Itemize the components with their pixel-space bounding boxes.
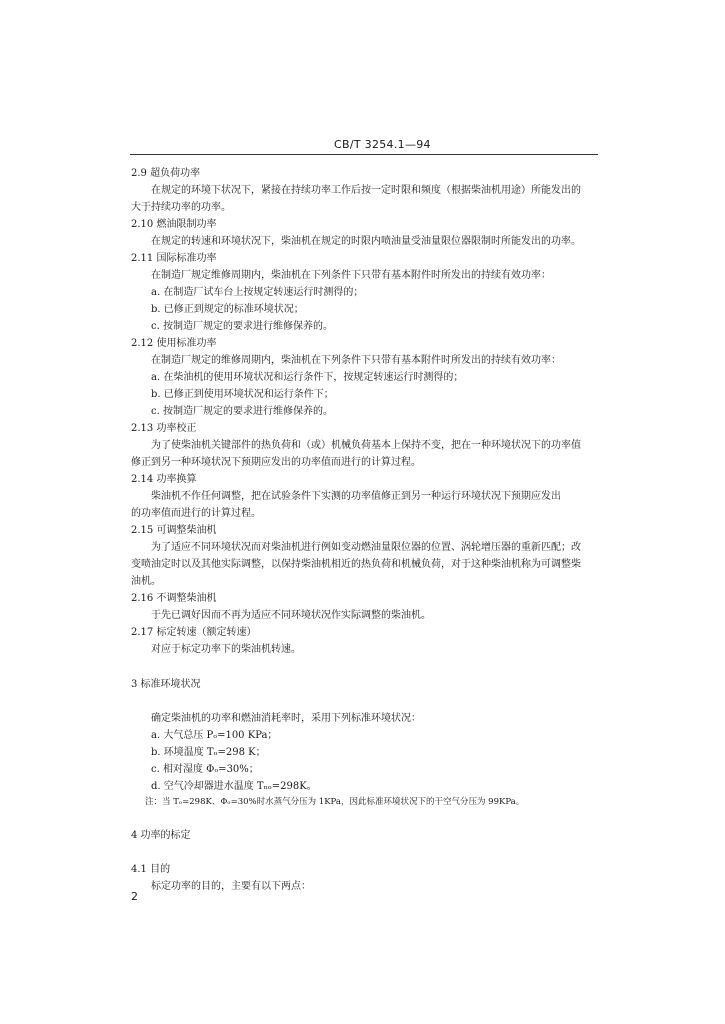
text-line-s2-9-p1: 在规定的环境下状况下，紧接在持续功率工作后按一定时限和频度（根据柴油机用途）所能发出的 <box>151 185 581 196</box>
text-line-s2-14-p1: 柴油机不作任何调整，把在试验条件下实测的功率值修正到另一种运行环境状况下预期应发出 <box>151 491 561 502</box>
text-line-s3-p1: 确定柴油机的功率和燃油消耗率时，采用下列标准环境状况： <box>151 713 421 724</box>
text-line-s2-15-p3: 油机。 <box>131 576 161 587</box>
text-line-s2-13-p2: 修正到另一种环境状况下预期应发出的功率值而进行的计算过程。 <box>131 457 421 468</box>
text-line-s4-title: 4 功率的标定 <box>131 830 191 841</box>
text-line-s3-note: 注：当 Tₒ=298K、Φₒ=30%时水蒸气分压为 1KPa，因此标准环境状况下的干空气分压为 99KPa。 <box>145 797 525 807</box>
text-line-s2-17-title: 2.17 标定转速（额定转速） <box>131 627 257 638</box>
text-line-s2-14-title: 2.14 功率换算 <box>131 474 197 485</box>
text-line-s3-title: 3 标准环境状况 <box>131 679 201 690</box>
text-line-s2-12-c: c. 按制造厂规定的要求进行维修保养的。 <box>151 406 333 417</box>
text-line-s2-11-b: b. 已修正到规定的标准环境状况； <box>151 304 304 315</box>
text-line-s2-16-title: 2.16 不调整柴油机 <box>131 593 217 604</box>
text-line-s2-9-p2: 大于持续功率的功率。 <box>131 202 231 213</box>
text-line-s2-13-title: 2.13 功率校正 <box>131 423 197 434</box>
text-line-s2-14-p2: 的功率值而进行的计算过程。 <box>131 508 261 519</box>
text-line-s2-16-p1: 于先已调好因而不再为适应不同环境状况作实际调整的柴油机。 <box>151 610 431 621</box>
text-line-s2-11-c: c. 按制造厂规定的要求进行维修保养的。 <box>151 321 333 332</box>
text-line-s2-12-a: a. 在柴油机的使用环境状况和运行条件下，按规定转速运行时测得的； <box>151 372 464 383</box>
text-line-s2-15-p2: 变喷油定时以及其他实际调整，以保持柴油机相近的热负荷和机械负荷，对于这种柴油机称为可调整柴 <box>131 559 581 570</box>
text-line-s2-11-p1: 在制造厂规定维修周期内，柴油机在下列条件下只带有基本附件时所发出的持续有效功率： <box>151 270 551 281</box>
text-line-s2-12-b: b. 已修正到使用环境状况和运行条件下； <box>151 389 334 400</box>
standard-code-header: CB/T 3254.1—94 <box>334 138 431 151</box>
text-line-s2-11-a: a. 在制造厂试车台上按规定转速运行时测得的； <box>151 287 364 298</box>
text-line-s3-c: c. 相对湿度 Φₒ=30%； <box>151 764 259 775</box>
text-line-s4-1-title: 4.1 目的 <box>131 864 171 875</box>
page-number: 2 <box>131 890 138 903</box>
text-line-s4-1-p1: 标定功率的目的，主要有以下两点： <box>151 881 311 892</box>
text-line-s2-9-title: 2.9 超负荷功率 <box>131 168 201 179</box>
text-line-s3-d: d. 空气冷却器进水温度 Tₙₒ=298K。 <box>151 781 317 792</box>
text-line-s3-b: b. 环境温度 Tₒ=298 K； <box>151 747 266 758</box>
text-line-s2-15-p1: 为了适应不同环境状况而对柴油机进行例如变动燃油量限位器的位置、涡轮增压器的重新匹配；改 <box>151 542 581 553</box>
text-line-s2-11-title: 2.11 国际标准功率 <box>131 253 217 264</box>
text-line-s2-15-title: 2.15 可调整柴油机 <box>131 525 217 536</box>
text-line-s2-17-p1: 对应于标定功率下的柴油机转速。 <box>151 644 301 655</box>
header-rule <box>130 154 598 155</box>
text-line-s2-12-p1: 在制造厂规定的维修周期内，柴油机在下列条件下只带有基本附件时所发出的持续有效功率： <box>151 355 561 366</box>
text-line-s2-13-p1: 为了使柴油机关键部件的热负荷和（或）机械负荷基本上保持不变，把在一种环境状况下的功率值 <box>151 440 581 451</box>
text-line-s3-a: a. 大气总压 Pₒ=100 KPa； <box>151 730 278 741</box>
text-line-s2-10-p1: 在规定的转速和环境状况下，柴油机在规定的时限内喷油量受油量限位器限制时所能发出的功率。 <box>151 236 581 247</box>
text-line-s2-10-title: 2.10 燃油限制功率 <box>131 219 217 230</box>
text-line-s2-12-title: 2.12 使用标准功率 <box>131 338 217 349</box>
